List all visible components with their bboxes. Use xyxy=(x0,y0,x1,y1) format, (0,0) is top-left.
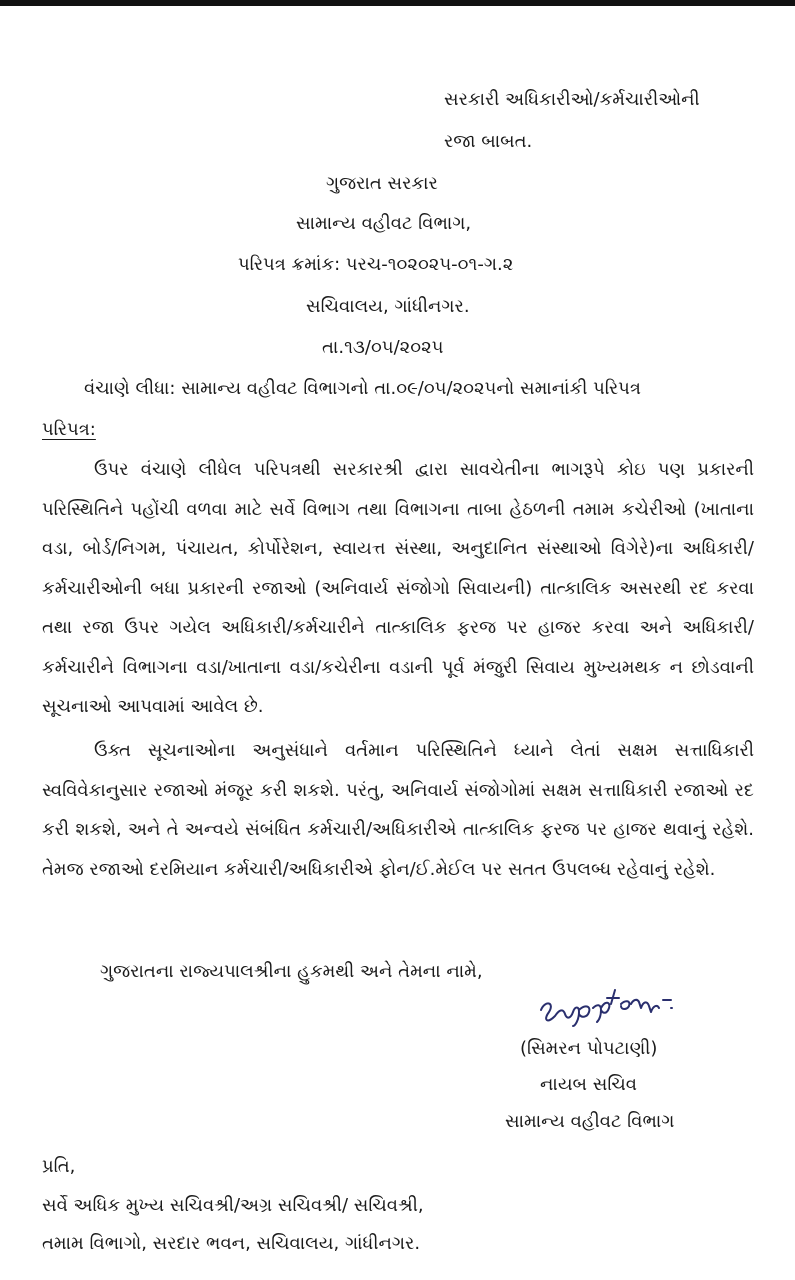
top-edge-bar xyxy=(0,0,795,6)
recipients-line-2: તમામ વિભાગો, સરદાર ભવન, સચિવાલય, ગાંધીનગર. xyxy=(42,1233,421,1254)
circular-date: તા.૧૩/૦૫/૨૦૨૫ xyxy=(322,337,444,358)
subject-line-2: રજા બાબત. xyxy=(444,131,533,152)
signatory-department: સામાન્ય વહીવટ વિભાગ xyxy=(505,1111,675,1132)
place: સચિવાલય, ગાંધીનગર. xyxy=(306,296,470,317)
recipients-label: પ્રતિ, xyxy=(42,1156,76,1177)
reference-line: વંચાણે લીધા: સામાન્ય વહીવટ વિભાગનો તા.૦૯/૦૫/૨૦૨૫નો સમાનાંકી પરિપત્ર xyxy=(84,378,641,399)
circular-number: પરિપત્ર ક્રમાંક: પરચ-૧૦૨૦૨૫-૦૧-ગ.૨ xyxy=(238,254,514,275)
paragraph-2: ઉક્ત સૂચનાઓના અનુસંધાને વર્તમાન પરિસ્થિતિને ધ્યાને લેતાં સક્ષમ સત્તાધિકારી સ્વવિવેકાનુસાર રજાઓ મંજૂર કરી શકશે. પરંતુ, અનિવાર્ય સંજોગોમાં સક્ષમ સત્તાધિકારી રજાઓ રદ કરી શકશે, અને તે અન્વયે સંબંધિત કર્મચારી/અધિકારીએ તાત્કાલિક ફરજ પર હાજર થવાનું રહેશે. તેમજ રજાઓ દરમિયાન કર્મચારી/અધિકારીએ ફોન/ઈ.મેઈલ પર સતત ઉપલબ્ધ રહેવાનું રહેશે. xyxy=(42,740,754,880)
department-name: સામાન્ય વહીવટ વિભાગ, xyxy=(296,213,472,234)
government-name: ગુજરાત સરકાર xyxy=(326,173,438,194)
paragraph-1: ઉપર વંચાણે લીધેલ પરિપત્રથી સરકારશ્રી દ્વારા સાવચેતીના ભાગરૂપે કોઇ પણ પ્રકારની પરિસ્થિતિને પહોંચી વળવા માટે સર્વે વિભાગ તથા વિભાગના તાબા હેઠળની તમામ કચેરીઓ (ખાતાના વડા, બોર્ડ/નિગમ, પંચાયત, કોર્પોરેશન, સ્વાયત્ત સંસ્થા, અનુદાનિત સંસ્થાઓ વિગેરે)ના અધિકારી/કર્મચારીઓની બધા પ્રકારની રજાઓ (અનિવાર્ય સંજોગો સિવાયની) તાત્કાલિક અસરથી રદ કરવા તથા રજા ઉપર ગયેલ અધિકારી/કર્મચારીને તાત્કાલિક ફરજ પર હાજર કરવા અને અધિકારી/કર્મચારીને વિભાગના વડા/ખાતાના વડા/કચેરીના વડાની પૂર્વ મંજુરી સિવાય મુખ્યમથક ન છોડવાની સૂચનાઓ આપવામાં આવેલ છે. xyxy=(42,459,754,717)
handwritten-signature xyxy=(535,980,685,1030)
subject-line-1: સરકારી અધિકારીઓ/કર્મચારીઓની xyxy=(444,89,700,110)
signatory-title: નાયબ સચિવ xyxy=(540,1074,637,1095)
signatory-name: (સિમરન પોપટાણી) xyxy=(520,1038,658,1059)
closing-line: ગુજરાતના રાજ્યપાલશ્રીના હુકમથી અને તેમના નામે, xyxy=(100,961,483,982)
recipients-line-1: સર્વે અધિક મુખ્ય સચિવશ્રી/અગ્ર સચિવશ્રી/ સચિવશ્રી, xyxy=(42,1195,424,1216)
circular-heading: પરિપત્ર: xyxy=(42,419,96,440)
